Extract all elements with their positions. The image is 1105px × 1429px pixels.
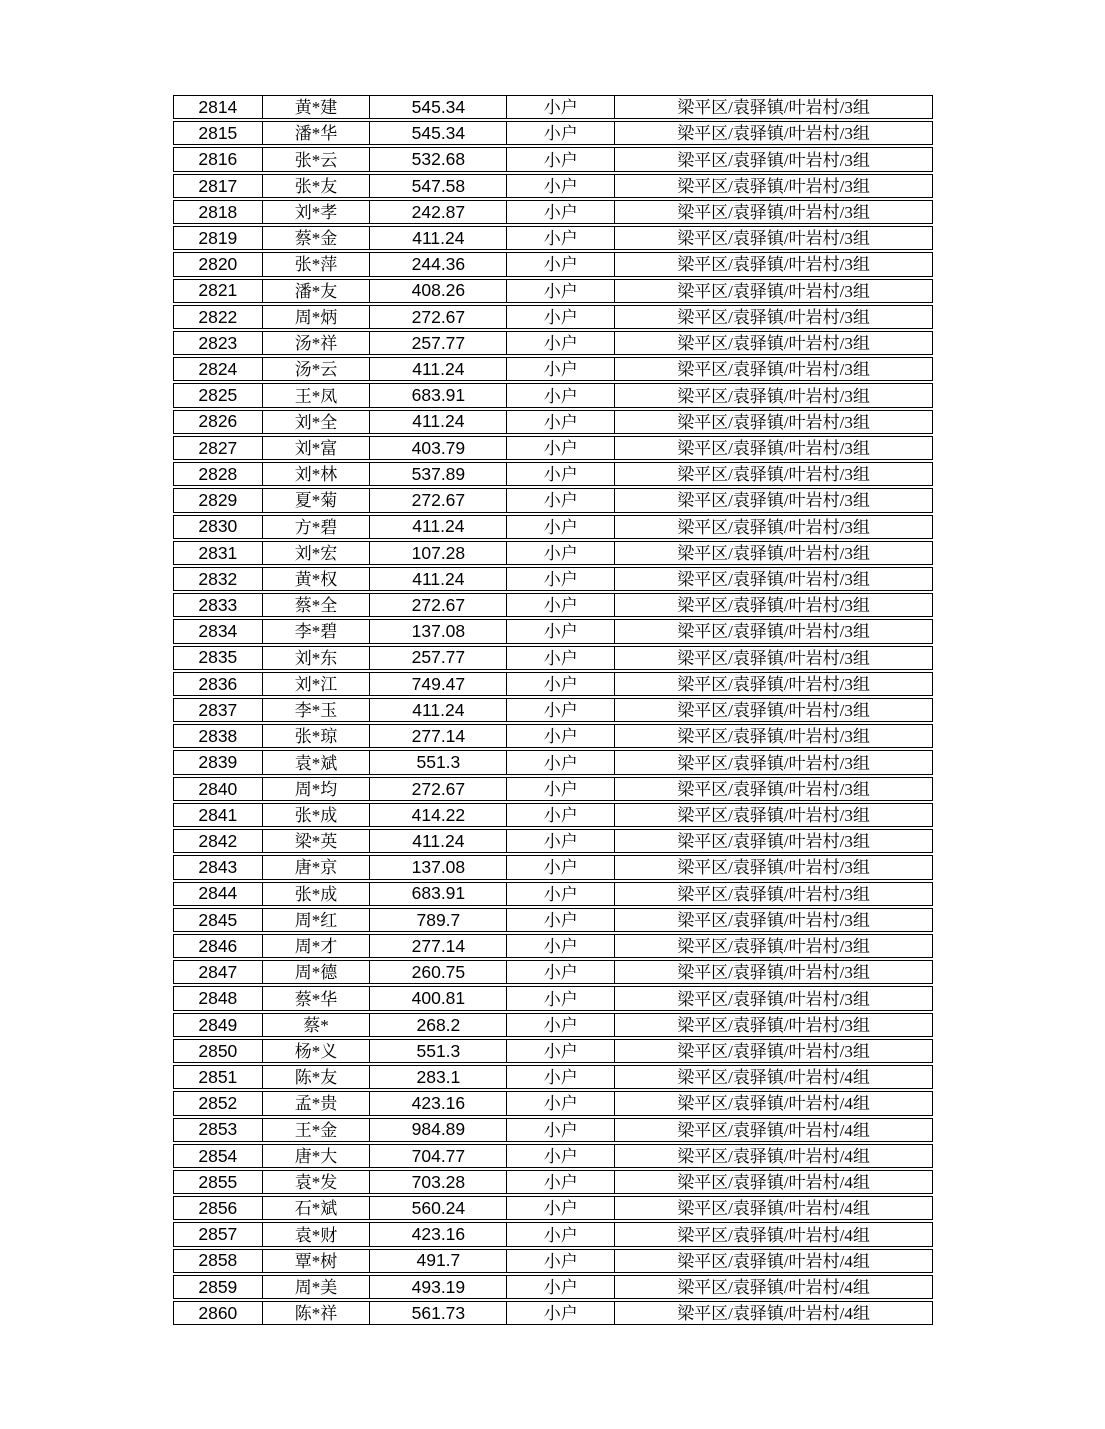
cell-masked-name: 潘*华 — [263, 122, 371, 144]
cell-masked-name: 夏*菊 — [263, 489, 371, 511]
cell-location: 梁平区/袁驿镇/叶岩村/3组 — [677, 334, 870, 354]
table-row — [173, 121, 933, 145]
table-row — [173, 1144, 933, 1168]
cell-masked-name: 刘*宏 — [263, 542, 371, 564]
cell-location: 梁平区/袁驿镇/叶岩村/4组 — [677, 1199, 870, 1219]
cell-location: 梁平区/袁驿镇/叶岩村/4组 — [677, 1120, 870, 1140]
cell-serial-number: 2841 — [174, 804, 263, 826]
cell-amount: 551.3 — [370, 1040, 507, 1062]
cell-serial-number: 2828 — [174, 463, 263, 485]
cell-masked-name: 方*碧 — [263, 516, 371, 538]
cell-amount: 283.1 — [370, 1066, 507, 1088]
table-row — [173, 1222, 933, 1246]
cell-serial-number: 2851 — [174, 1066, 263, 1088]
cell-amount: 423.16 — [370, 1092, 507, 1114]
cell-amount: 272.67 — [370, 594, 507, 616]
table-row — [173, 515, 933, 539]
cell-household-type: 小户 — [507, 673, 615, 695]
cell-amount: 789.7 — [370, 909, 507, 931]
cell-masked-name: 周*德 — [263, 961, 371, 983]
cell-household-type: 小户 — [507, 804, 615, 826]
cell-masked-name: 王*凤 — [263, 384, 371, 406]
table-row — [173, 986, 933, 1010]
cell-amount: 411.24 — [370, 516, 507, 538]
cell-amount: 277.14 — [370, 725, 507, 747]
cell-location: 梁平区/袁驿镇/叶岩村/4组 — [677, 1068, 870, 1088]
cell-amount: 272.67 — [370, 306, 507, 328]
cell-amount: 268.2 — [370, 1014, 507, 1036]
cell-location: 梁平区/袁驿镇/叶岩村/3组 — [677, 1015, 870, 1035]
cell-household-type: 小户 — [507, 620, 615, 642]
cell-serial-number: 2848 — [174, 987, 263, 1009]
cell-amount: 257.77 — [370, 332, 507, 354]
cell-amount: 414.22 — [370, 804, 507, 826]
table-row — [173, 803, 933, 827]
cell-location: 梁平区/袁驿镇/叶岩村/3组 — [677, 307, 870, 327]
table-row — [173, 1013, 933, 1037]
cell-amount: 493.19 — [370, 1276, 507, 1298]
cell-serial-number: 2817 — [174, 175, 263, 197]
table-row — [173, 777, 933, 801]
cell-amount: 403.79 — [370, 437, 507, 459]
cell-serial-number: 2852 — [174, 1092, 263, 1114]
table-row — [173, 593, 933, 617]
cell-masked-name: 陈*祥 — [263, 1302, 371, 1324]
table-row — [173, 488, 933, 512]
cell-household-type: 小户 — [507, 961, 615, 983]
cell-masked-name: 黄*权 — [263, 568, 371, 590]
cell-serial-number: 2850 — [174, 1040, 263, 1062]
table-row — [173, 1301, 933, 1325]
cell-masked-name: 周*才 — [263, 935, 371, 957]
cell-household-type: 小户 — [507, 280, 615, 302]
cell-masked-name: 潘*友 — [263, 280, 371, 302]
cell-serial-number: 2818 — [174, 201, 263, 223]
cell-location: 梁平区/袁驿镇/叶岩村/3组 — [677, 674, 870, 694]
cell-serial-number: 2814 — [174, 96, 263, 118]
cell-serial-number: 2855 — [174, 1171, 263, 1193]
cell-location: 梁平区/袁驿镇/叶岩村/3组 — [677, 963, 870, 983]
cell-location: 梁平区/袁驿镇/叶岩村/3组 — [677, 124, 870, 144]
cell-masked-name: 覃*树 — [263, 1250, 371, 1272]
cell-location: 梁平区/袁驿镇/叶岩村/3组 — [677, 255, 870, 275]
cell-household-type: 小户 — [507, 778, 615, 800]
cell-masked-name: 周*红 — [263, 909, 371, 931]
cell-masked-name: 袁*斌 — [263, 751, 371, 773]
table-row — [173, 646, 933, 670]
cell-masked-name: 张*云 — [263, 148, 371, 170]
cell-serial-number: 2822 — [174, 306, 263, 328]
cell-household-type: 小户 — [507, 1040, 615, 1062]
cell-amount: 704.77 — [370, 1145, 507, 1167]
cell-household-type: 小户 — [507, 856, 615, 878]
cell-amount: 537.89 — [370, 463, 507, 485]
cell-household-type: 小户 — [507, 909, 615, 931]
cell-household-type: 小户 — [507, 830, 615, 852]
cell-amount: 137.08 — [370, 856, 507, 878]
table-row — [173, 567, 933, 591]
cell-masked-name: 汤*云 — [263, 358, 371, 380]
table-row — [173, 908, 933, 932]
cell-serial-number: 2844 — [174, 883, 263, 905]
table-row — [173, 1118, 933, 1142]
table-row — [173, 462, 933, 486]
cell-serial-number: 2819 — [174, 227, 263, 249]
cell-location: 梁平区/袁驿镇/叶岩村/3组 — [677, 570, 870, 590]
cell-serial-number: 2835 — [174, 647, 263, 669]
cell-amount: 545.34 — [370, 122, 507, 144]
table-row — [173, 1196, 933, 1220]
cell-location: 梁平区/袁驿镇/叶岩村/3组 — [677, 360, 870, 380]
cell-amount: 423.16 — [370, 1223, 507, 1245]
table-row — [173, 672, 933, 696]
cell-location: 梁平区/袁驿镇/叶岩村/3组 — [677, 386, 870, 406]
cell-amount: 532.68 — [370, 148, 507, 170]
cell-serial-number: 2816 — [174, 148, 263, 170]
cell-serial-number: 2840 — [174, 778, 263, 800]
cell-household-type: 小户 — [507, 883, 615, 905]
cell-household-type: 小户 — [507, 1250, 615, 1272]
table-row — [173, 541, 933, 565]
table-row — [173, 383, 933, 407]
cell-household-type: 小户 — [507, 594, 615, 616]
cell-serial-number: 2853 — [174, 1119, 263, 1141]
cell-amount: 272.67 — [370, 778, 507, 800]
table-row — [173, 882, 933, 906]
cell-serial-number: 2857 — [174, 1223, 263, 1245]
cell-amount: 683.91 — [370, 384, 507, 406]
cell-serial-number: 2839 — [174, 751, 263, 773]
cell-amount: 242.87 — [370, 201, 507, 223]
cell-household-type: 小户 — [507, 647, 615, 669]
cell-location: 梁平区/袁驿镇/叶岩村/3组 — [677, 543, 870, 563]
cell-serial-number: 2826 — [174, 411, 263, 433]
cell-masked-name: 孟*贵 — [263, 1092, 371, 1114]
cell-masked-name: 杨*义 — [263, 1040, 371, 1062]
cell-masked-name: 唐*大 — [263, 1145, 371, 1167]
cell-location: 梁平区/袁驿镇/叶岩村/3组 — [677, 910, 870, 930]
cell-masked-name: 张*琼 — [263, 725, 371, 747]
cell-masked-name: 唐*京 — [263, 856, 371, 878]
cell-masked-name: 石*斌 — [263, 1197, 371, 1219]
cell-household-type: 小户 — [507, 1171, 615, 1193]
cell-household-type: 小户 — [507, 1223, 615, 1245]
cell-masked-name: 刘*全 — [263, 411, 371, 433]
cell-masked-name: 张*成 — [263, 883, 371, 905]
cell-household-type: 小户 — [507, 935, 615, 957]
cell-serial-number: 2824 — [174, 358, 263, 380]
cell-location: 梁平区/袁驿镇/叶岩村/3组 — [677, 806, 870, 826]
cell-location: 梁平区/袁驿镇/叶岩村/3组 — [677, 937, 870, 957]
cell-location: 梁平区/袁驿镇/叶岩村/3组 — [677, 517, 870, 537]
table-row — [173, 1065, 933, 1089]
cell-amount: 411.24 — [370, 830, 507, 852]
cell-household-type: 小户 — [507, 751, 615, 773]
table-row — [173, 1249, 933, 1273]
cell-household-type: 小户 — [507, 384, 615, 406]
cell-masked-name: 周*炳 — [263, 306, 371, 328]
cell-household-type: 小户 — [507, 699, 615, 721]
cell-amount: 137.08 — [370, 620, 507, 642]
table-row — [173, 200, 933, 224]
cell-serial-number: 2823 — [174, 332, 263, 354]
cell-amount: 411.24 — [370, 699, 507, 721]
cell-location: 梁平区/袁驿镇/叶岩村/4组 — [677, 1251, 870, 1271]
cell-location: 梁平区/袁驿镇/叶岩村/3组 — [677, 465, 870, 485]
cell-serial-number: 2820 — [174, 253, 263, 275]
cell-amount: 683.91 — [370, 883, 507, 905]
cell-household-type: 小户 — [507, 516, 615, 538]
table-row — [173, 1039, 933, 1063]
cell-household-type: 小户 — [507, 122, 615, 144]
table-row — [173, 829, 933, 853]
cell-location: 梁平区/袁驿镇/叶岩村/4组 — [677, 1277, 870, 1297]
cell-amount: 408.26 — [370, 280, 507, 302]
cell-amount: 107.28 — [370, 542, 507, 564]
cell-serial-number: 2849 — [174, 1014, 263, 1036]
cell-location: 梁平区/袁驿镇/叶岩村/4组 — [677, 1225, 870, 1245]
table-row — [173, 279, 933, 303]
table-row — [173, 226, 933, 250]
cell-masked-name: 刘*东 — [263, 647, 371, 669]
table-row — [173, 1275, 933, 1299]
cell-serial-number: 2854 — [174, 1145, 263, 1167]
cell-household-type: 小户 — [507, 1066, 615, 1088]
cell-masked-name: 蔡*华 — [263, 987, 371, 1009]
cell-masked-name: 蔡*全 — [263, 594, 371, 616]
cell-masked-name: 刘*孝 — [263, 201, 371, 223]
table-row — [173, 357, 933, 381]
cell-amount: 491.7 — [370, 1250, 507, 1272]
cell-serial-number: 2815 — [174, 122, 263, 144]
table-row — [173, 960, 933, 984]
cell-amount: 984.89 — [370, 1119, 507, 1141]
cell-household-type: 小户 — [507, 1197, 615, 1219]
cell-amount: 551.3 — [370, 751, 507, 773]
table-row — [173, 147, 933, 171]
table-row — [173, 305, 933, 329]
cell-amount: 411.24 — [370, 227, 507, 249]
cell-serial-number: 2831 — [174, 542, 263, 564]
cell-amount: 400.81 — [370, 987, 507, 1009]
cell-masked-name: 蔡*金 — [263, 227, 371, 249]
table-row — [173, 1091, 933, 1115]
cell-masked-name: 刘*富 — [263, 437, 371, 459]
cell-serial-number: 2842 — [174, 830, 263, 852]
cell-location: 梁平区/袁驿镇/叶岩村/3组 — [677, 438, 870, 458]
cell-serial-number: 2834 — [174, 620, 263, 642]
table-row — [173, 855, 933, 879]
cell-household-type: 小户 — [507, 96, 615, 118]
cell-location: 梁平区/袁驿镇/叶岩村/4组 — [677, 1304, 870, 1324]
table-row — [173, 724, 933, 748]
cell-serial-number: 2837 — [174, 699, 263, 721]
cell-amount: 272.67 — [370, 489, 507, 511]
cell-masked-name: 李*玉 — [263, 699, 371, 721]
cell-amount: 244.36 — [370, 253, 507, 275]
cell-household-type: 小户 — [507, 175, 615, 197]
cell-location: 梁平区/袁驿镇/叶岩村/3组 — [677, 727, 870, 747]
cell-serial-number: 2845 — [174, 909, 263, 931]
cell-masked-name: 刘*江 — [263, 673, 371, 695]
cell-serial-number: 2825 — [174, 384, 263, 406]
cell-amount: 411.24 — [370, 568, 507, 590]
cell-serial-number: 2829 — [174, 489, 263, 511]
table-row — [173, 698, 933, 722]
cell-serial-number: 2856 — [174, 1197, 263, 1219]
table-row — [173, 410, 933, 434]
cell-amount: 277.14 — [370, 935, 507, 957]
cell-household-type: 小户 — [507, 1014, 615, 1036]
cell-household-type: 小户 — [507, 1092, 615, 1114]
cell-location: 梁平区/袁驿镇/叶岩村/3组 — [677, 229, 870, 249]
cell-serial-number: 2830 — [174, 516, 263, 538]
cell-location: 梁平区/袁驿镇/叶岩村/3组 — [677, 989, 870, 1009]
cell-masked-name: 周*美 — [263, 1276, 371, 1298]
cell-serial-number: 2838 — [174, 725, 263, 747]
cell-location: 梁平区/袁驿镇/叶岩村/3组 — [677, 150, 870, 170]
cell-serial-number: 2860 — [174, 1302, 263, 1324]
cell-location: 梁平区/袁驿镇/叶岩村/3组 — [677, 281, 870, 301]
cell-amount: 257.77 — [370, 647, 507, 669]
cell-serial-number: 2847 — [174, 961, 263, 983]
table-row — [173, 331, 933, 355]
table-row — [173, 436, 933, 460]
cell-household-type: 小户 — [507, 411, 615, 433]
cell-household-type: 小户 — [507, 1145, 615, 1167]
cell-amount: 560.24 — [370, 1197, 507, 1219]
table-row — [173, 1170, 933, 1194]
cell-location: 梁平区/袁驿镇/叶岩村/3组 — [677, 832, 870, 852]
cell-masked-name: 张*萍 — [263, 253, 371, 275]
cell-household-type: 小户 — [507, 1119, 615, 1141]
cell-location: 梁平区/袁驿镇/叶岩村/3组 — [677, 648, 870, 668]
table-row — [173, 750, 933, 774]
cell-amount: 561.73 — [370, 1302, 507, 1324]
cell-amount: 545.34 — [370, 96, 507, 118]
cell-household-type: 小户 — [507, 463, 615, 485]
cell-masked-name: 周*均 — [263, 778, 371, 800]
cell-household-type: 小户 — [507, 358, 615, 380]
cell-serial-number: 2833 — [174, 594, 263, 616]
cell-household-type: 小户 — [507, 253, 615, 275]
household-data-table — [173, 95, 933, 1325]
table-row — [173, 619, 933, 643]
cell-household-type: 小户 — [507, 227, 615, 249]
cell-masked-name: 张*成 — [263, 804, 371, 826]
cell-serial-number: 2836 — [174, 673, 263, 695]
cell-serial-number: 2821 — [174, 280, 263, 302]
cell-location: 梁平区/袁驿镇/叶岩村/4组 — [677, 1094, 870, 1114]
cell-location: 梁平区/袁驿镇/叶岩村/3组 — [677, 858, 870, 878]
cell-amount: 547.58 — [370, 175, 507, 197]
cell-household-type: 小户 — [507, 1276, 615, 1298]
table-row — [173, 95, 933, 119]
cell-household-type: 小户 — [507, 201, 615, 223]
cell-amount: 260.75 — [370, 961, 507, 983]
cell-location: 梁平区/袁驿镇/叶岩村/3组 — [677, 412, 870, 432]
cell-household-type: 小户 — [507, 1302, 615, 1324]
cell-masked-name: 汤*祥 — [263, 332, 371, 354]
cell-serial-number: 2832 — [174, 568, 263, 590]
cell-serial-number: 2846 — [174, 935, 263, 957]
cell-location: 梁平区/袁驿镇/叶岩村/3组 — [677, 884, 870, 904]
cell-household-type: 小户 — [507, 987, 615, 1009]
cell-location: 梁平区/袁驿镇/叶岩村/4组 — [677, 1146, 870, 1166]
cell-masked-name: 李*碧 — [263, 620, 371, 642]
cell-amount: 411.24 — [370, 358, 507, 380]
cell-masked-name: 蔡* — [263, 1014, 371, 1036]
cell-household-type: 小户 — [507, 332, 615, 354]
cell-serial-number: 2858 — [174, 1250, 263, 1272]
cell-masked-name: 张*友 — [263, 175, 371, 197]
cell-household-type: 小户 — [507, 437, 615, 459]
table-row — [173, 174, 933, 198]
cell-location: 梁平区/袁驿镇/叶岩村/3组 — [677, 202, 870, 222]
cell-masked-name: 袁*发 — [263, 1171, 371, 1193]
cell-serial-number: 2827 — [174, 437, 263, 459]
cell-household-type: 小户 — [507, 725, 615, 747]
cell-household-type: 小户 — [507, 489, 615, 511]
cell-household-type: 小户 — [507, 306, 615, 328]
cell-household-type: 小户 — [507, 148, 615, 170]
cell-amount: 749.47 — [370, 673, 507, 695]
cell-location: 梁平区/袁驿镇/叶岩村/3组 — [677, 701, 870, 721]
cell-location: 梁平区/袁驿镇/叶岩村/3组 — [677, 491, 870, 511]
cell-serial-number: 2859 — [174, 1276, 263, 1298]
cell-location: 梁平区/袁驿镇/叶岩村/3组 — [677, 596, 870, 616]
cell-location: 梁平区/袁驿镇/叶岩村/3组 — [677, 98, 870, 118]
cell-masked-name: 陈*友 — [263, 1066, 371, 1088]
cell-amount: 411.24 — [370, 411, 507, 433]
cell-masked-name: 黄*建 — [263, 96, 371, 118]
cell-household-type: 小户 — [507, 542, 615, 564]
cell-location: 梁平区/袁驿镇/叶岩村/3组 — [677, 753, 870, 773]
cell-household-type: 小户 — [507, 568, 615, 590]
cell-masked-name: 王*金 — [263, 1119, 371, 1141]
cell-serial-number: 2843 — [174, 856, 263, 878]
cell-amount: 703.28 — [370, 1171, 507, 1193]
cell-masked-name: 刘*林 — [263, 463, 371, 485]
table-row — [173, 252, 933, 276]
cell-location: 梁平区/袁驿镇/叶岩村/3组 — [677, 622, 870, 642]
cell-location: 梁平区/袁驿镇/叶岩村/3组 — [677, 1041, 870, 1061]
table-row — [173, 934, 933, 958]
cell-masked-name: 梁*英 — [263, 830, 371, 852]
cell-masked-name: 袁*财 — [263, 1223, 371, 1245]
cell-location: 梁平区/袁驿镇/叶岩村/3组 — [677, 779, 870, 799]
cell-location: 梁平区/袁驿镇/叶岩村/4组 — [677, 1173, 870, 1193]
cell-location: 梁平区/袁驿镇/叶岩村/3组 — [677, 176, 870, 196]
